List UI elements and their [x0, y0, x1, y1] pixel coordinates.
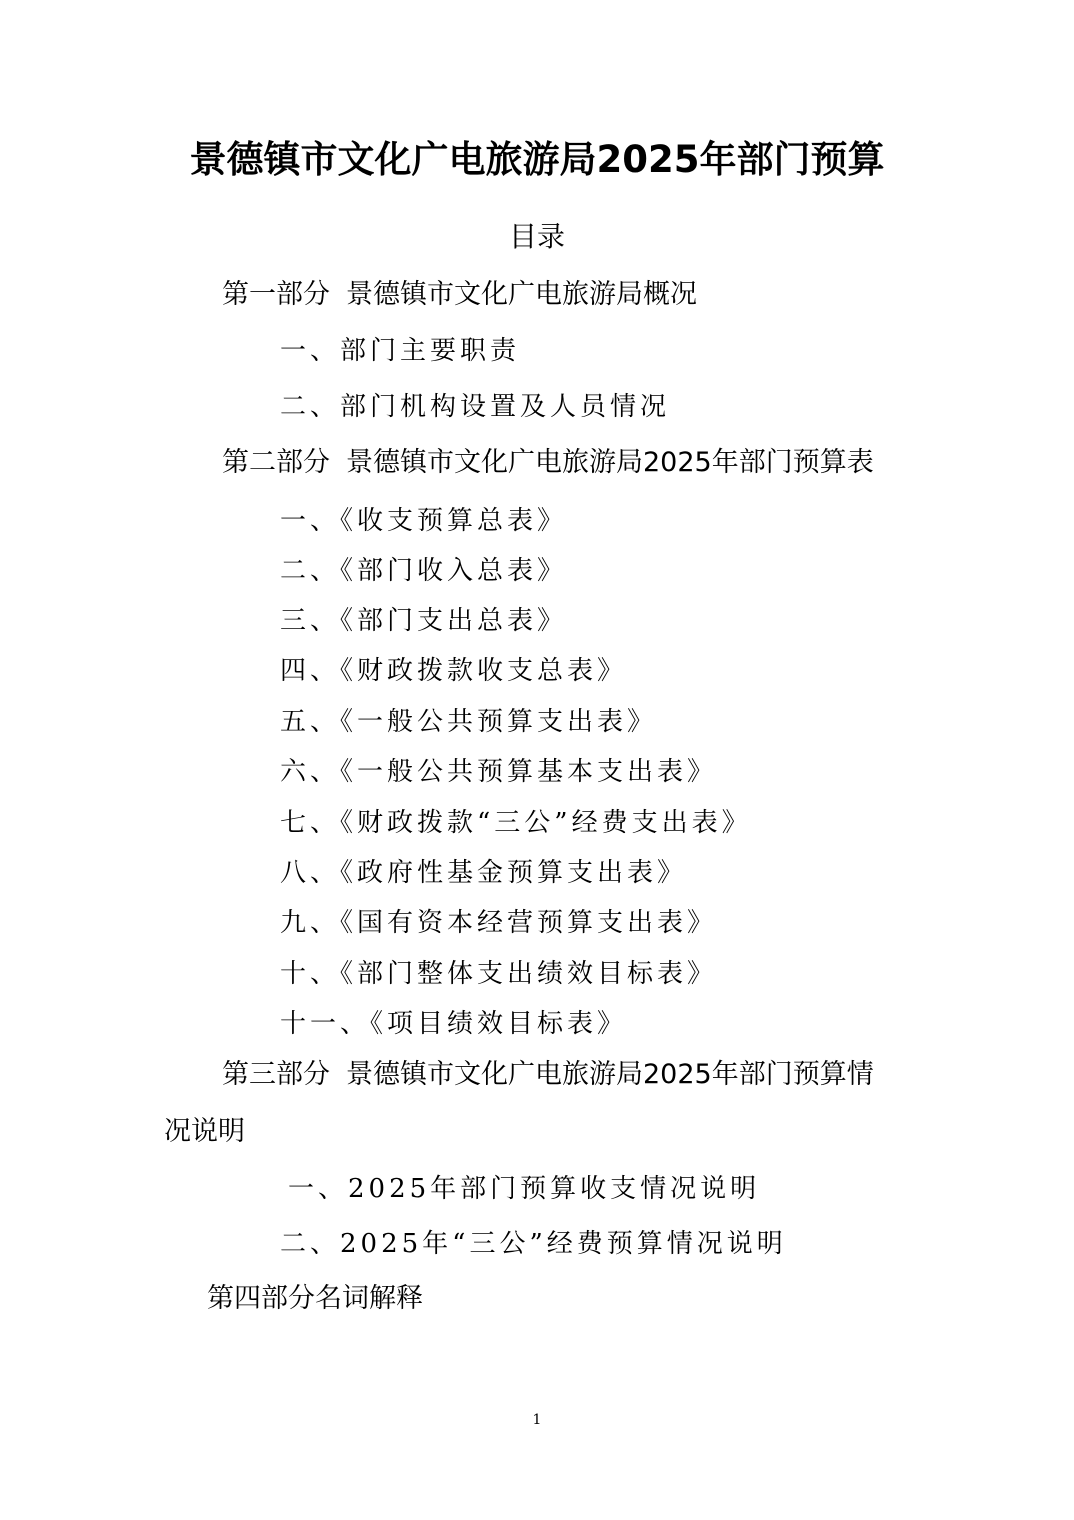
toc-part-1[interactable]	[222, 277, 697, 313]
toc-item-2-10[interactable]: 十、《部门整体支出绩效目标表》	[280, 959, 718, 989]
toc-item-2-4[interactable]: 四、《财政拨款收支总表》	[280, 656, 628, 686]
toc-item-2-1[interactable]: 一、《收支预算总表》	[280, 506, 568, 536]
part-3-title-line1: 景德镇市文化广电旅游局2025年部门预算情	[346, 1059, 874, 1090]
toc-item-2-8[interactable]: 八、《政府性基金预算支出表》	[280, 858, 688, 888]
toc-part-4[interactable]: 第四部分名词解释	[207, 1283, 423, 1314]
page-number: 1	[532, 1412, 542, 1428]
toc-item-2-6[interactable]: 六、《一般公共预算基本支出表》	[280, 757, 718, 787]
toc-part-3[interactable]	[222, 1057, 874, 1093]
part-1-label: 第一部分	[222, 279, 330, 310]
part-2-title: 景德镇市文化广电旅游局2025年部门预算表	[346, 447, 874, 478]
toc-item-3-1[interactable]: 一、2025年部门预算收支情况说明	[288, 1174, 761, 1204]
toc-heading: 目录	[508, 220, 565, 253]
toc-item-2-11[interactable]: 十一、《项目绩效目标表》	[280, 1009, 628, 1039]
toc-item-2-7[interactable]: 七、《财政拨款“三公”经费支出表》	[280, 808, 752, 838]
toc-item-2-2[interactable]: 二、《部门收入总表》	[280, 556, 568, 586]
toc-item-1-1[interactable]: 一、部门主要职责	[280, 336, 521, 366]
toc-item-1-2[interactable]: 二、部门机构设置及人员情况	[280, 392, 671, 422]
toc-part-2[interactable]	[222, 445, 874, 481]
toc-item-2-5[interactable]: 五、《一般公共预算支出表》	[280, 707, 658, 737]
part-2-label: 第二部分	[222, 447, 330, 478]
toc-item-3-2[interactable]: 二、2025年“三公”经费预算情况说明	[280, 1229, 787, 1259]
part-1-title: 景德镇市文化广电旅游局概况	[346, 279, 697, 310]
part-3-title-line2: 况说明	[164, 1116, 245, 1147]
part-3-label: 第三部分	[222, 1059, 330, 1090]
toc-item-2-3[interactable]: 三、《部门支出总表》	[280, 606, 568, 636]
toc-item-2-9[interactable]: 九、《国有资本经营预算支出表》	[280, 908, 718, 938]
document-title: 景德镇市文化广电旅游局2025年部门预算	[189, 138, 885, 181]
